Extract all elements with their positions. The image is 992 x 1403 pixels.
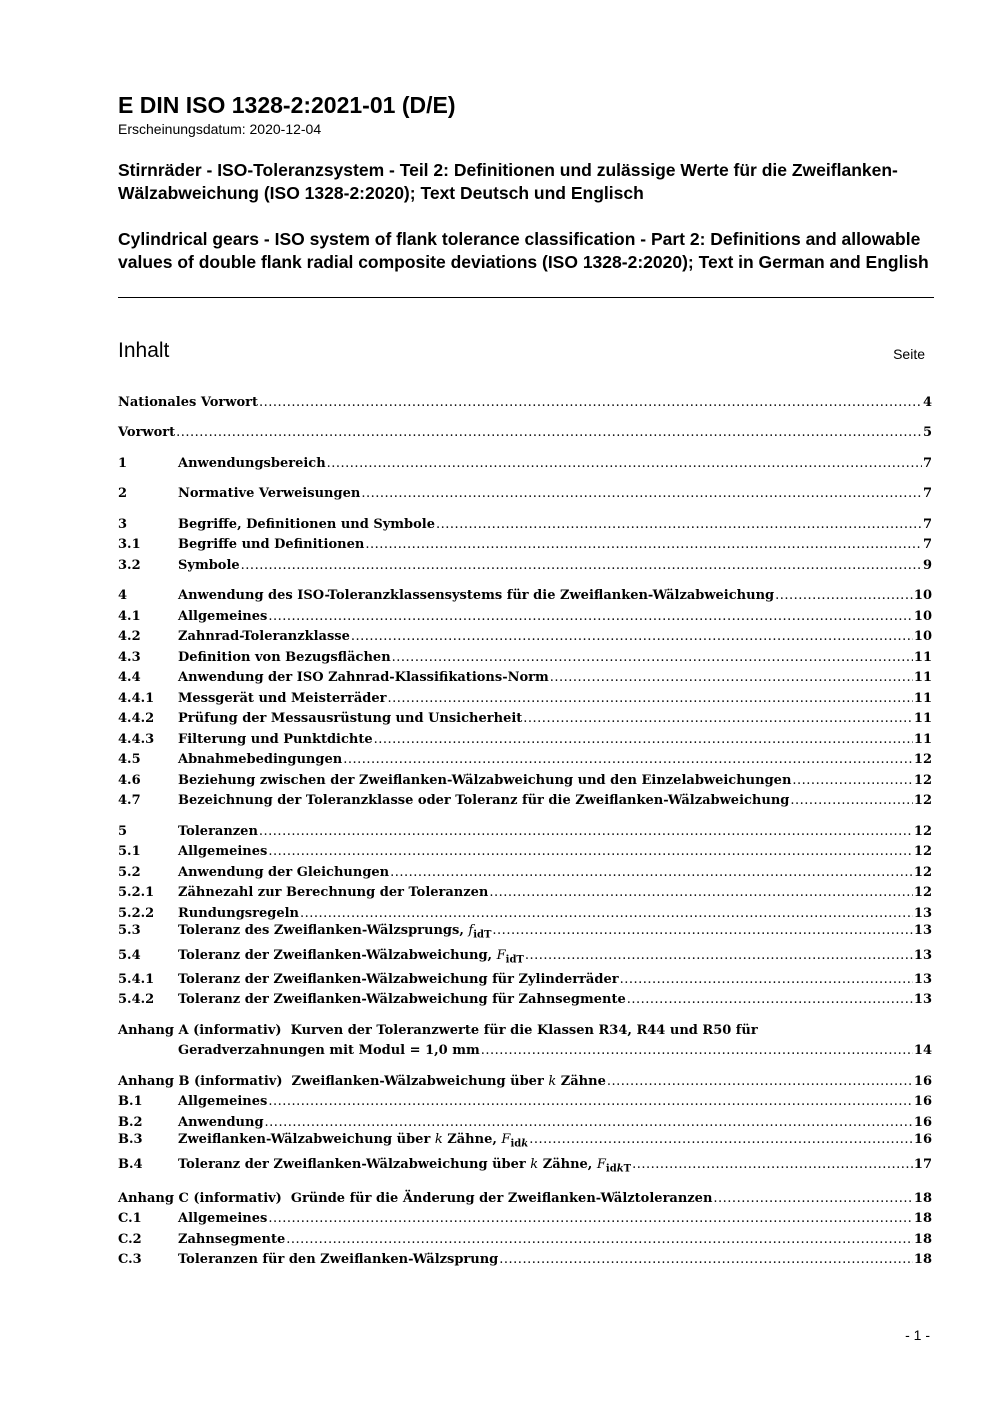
toc-entry-page: 12 bbox=[913, 844, 932, 859]
toc-entry[interactable] bbox=[118, 1092, 932, 1113]
toc-entry-page: 7 bbox=[922, 486, 932, 501]
toc-entry-number: C.2 bbox=[118, 1231, 142, 1247]
toc-entry[interactable] bbox=[118, 969, 932, 990]
toc-leader bbox=[499, 1252, 913, 1267]
toc-entry-page: 18 bbox=[913, 1252, 932, 1267]
toc-entry[interactable] bbox=[118, 1209, 932, 1230]
toc-entry-number: 4.1 bbox=[118, 608, 141, 624]
toc-entry-title: Rundungsregeln bbox=[178, 905, 299, 921]
title-german: Stirnräder - ISO-Toleranzsystem - Teil 2: Definitionen und zulässige Werte für die Zweiflanken-Wälzabweichung (ISO 1328-2:2020); Text Deutsch und Englisch bbox=[118, 160, 898, 203]
toc-entry-page: 18 bbox=[913, 1190, 932, 1206]
toc-entry-title: Prüfung der Messausrüstung und Unsicherheit bbox=[178, 711, 523, 726]
toc-entry-title: Abnahmebedingungen bbox=[178, 752, 343, 767]
toc-leader bbox=[436, 517, 922, 532]
toc-entry[interactable] bbox=[118, 990, 932, 1011]
toc-entry-title: Beziehung zwischen der Zweiflanken-Wälzabweichung und den Einzelabweichungen bbox=[178, 772, 792, 788]
toc-entry-title: Anwendung bbox=[178, 1114, 264, 1130]
toc-leader bbox=[259, 824, 913, 839]
toc-entry[interactable] bbox=[118, 423, 932, 444]
toc-entry-title: Nationales Vorwort bbox=[118, 394, 258, 410]
toc-entry-number: 4.3 bbox=[118, 649, 141, 665]
toc-entry-title: Kurven der Toleranzwerte für die Klassen R34, R44 und R50 für bbox=[290, 1022, 758, 1038]
toc-entry-page: 16 bbox=[913, 1094, 932, 1109]
toc-entry-title: Toleranzen für den Zweiflanken-Wälzsprung bbox=[178, 1252, 499, 1267]
toc-entry-page: 12 bbox=[913, 885, 932, 900]
toc-leader bbox=[388, 691, 913, 706]
toc-entry-page: 7 bbox=[922, 537, 932, 552]
toc-leader bbox=[790, 793, 913, 808]
toc-entry-number: B.1 bbox=[118, 1094, 143, 1109]
toc-entry[interactable] bbox=[118, 924, 932, 945]
toc-entry-continuation[interactable] bbox=[118, 1041, 932, 1062]
toc-entry-title: Toleranz der Zweiflanken-Wälzabweichung für Zahnsegmente bbox=[178, 992, 626, 1007]
toc-entry-page: 4 bbox=[922, 394, 932, 410]
toc-entry[interactable] bbox=[118, 586, 932, 607]
toc-entry-page: 11 bbox=[913, 670, 932, 685]
toc-leader bbox=[632, 1157, 913, 1172]
title-english: Cylindrical gears - ISO system of flank tolerance classification - Part 2: Definitions and allowable values of double flank radial composite deviations (ISO 1328-2:2020); Text in German and English bbox=[118, 229, 929, 272]
toc-entry[interactable] bbox=[118, 1112, 932, 1133]
toc-entry-page: 11 bbox=[913, 690, 932, 706]
toc-entry-number: 4.2 bbox=[118, 629, 141, 644]
toc-entry-page: 7 bbox=[922, 516, 932, 532]
toc-entry-number: 1 bbox=[118, 455, 128, 471]
toc-entry-title: Gründe für die Änderung der Zweiflanken-Wälztoleranzen bbox=[290, 1190, 713, 1206]
toc-leader bbox=[713, 1191, 913, 1206]
toc-entry-number: 4.7 bbox=[118, 793, 141, 808]
toc-entry-number: 5.2.2 bbox=[118, 905, 155, 921]
toc-entry[interactable] bbox=[118, 883, 932, 904]
toc-entry-title: Zahnsegmente bbox=[178, 1231, 286, 1247]
toc-leader bbox=[259, 395, 922, 410]
toc-entry-page: 13 bbox=[913, 971, 932, 987]
toc-entry-title: Toleranz des Zweiflanken-Wälzsprungs, $f_{idT}$ bbox=[178, 923, 492, 941]
publication-date: Erscheinungsdatum: 2020-12-04 bbox=[118, 121, 322, 137]
formula-symbol: k bbox=[530, 1157, 539, 1173]
toc-entry-title: Toleranzen bbox=[178, 823, 258, 839]
toc-leader bbox=[374, 732, 913, 747]
toc-entry[interactable] bbox=[118, 555, 932, 576]
toc-entry-title: Zähnezahl zur Berechnung der Toleranzen bbox=[178, 885, 489, 900]
toc-entry-title: Messgerät und Meisterräder bbox=[178, 690, 387, 706]
toc-entry[interactable] bbox=[118, 484, 932, 505]
toc-leader bbox=[489, 885, 913, 900]
toc-leader bbox=[268, 1211, 913, 1226]
toc-entry-title: Begriffe, Definitionen und Symbole bbox=[178, 516, 436, 532]
toc-entry-title: Toleranz der Zweiflanken-Wälzabweichung, $F_{idT}$ bbox=[178, 948, 524, 966]
toc-leader bbox=[361, 486, 922, 501]
toc-leader bbox=[265, 1115, 913, 1130]
toc-leader bbox=[268, 609, 913, 624]
toc-entry-number: 4.4.1 bbox=[118, 690, 155, 706]
toc-entry-title: Toleranz der Zweiflanken-Wälzabweichung über k Zähne, $F_{idkT}$ bbox=[178, 1157, 632, 1175]
toc-entry-number: 5.2 bbox=[118, 864, 141, 880]
toc-entry[interactable] bbox=[118, 1071, 932, 1092]
toc-entry[interactable] bbox=[118, 770, 932, 791]
toc-entry-title: Zweiflanken-Wälzabweichung über k Zähne bbox=[291, 1073, 606, 1089]
toc-leader bbox=[620, 972, 913, 987]
toc-leader bbox=[351, 629, 913, 644]
formula-symbol: $F_{idk}$ bbox=[501, 1132, 529, 1150]
toc-page-label: Seite bbox=[893, 346, 925, 362]
toc-entry-page: 12 bbox=[913, 752, 932, 767]
toc-entry-title: Toleranz der Zweiflanken-Wälzabweichung für Zylinderräder bbox=[178, 971, 619, 987]
toc-entry-title: Zweiflanken-Wälzabweichung über k Zähne, $F_{idk}$ bbox=[178, 1132, 529, 1150]
toc-entry[interactable] bbox=[118, 627, 932, 648]
toc-entry[interactable] bbox=[118, 750, 932, 771]
toc-entry-number: B.3 bbox=[118, 1132, 143, 1148]
toc-leader bbox=[525, 948, 913, 963]
toc-entry-page: 16 bbox=[913, 1114, 932, 1130]
toc-entry-title: Filterung und Punktdichte bbox=[178, 731, 373, 747]
toc-entry-title: Begriffe und Definitionen bbox=[178, 537, 365, 552]
toc-leader bbox=[286, 1232, 913, 1247]
toc-entry-number: B.4 bbox=[118, 1157, 143, 1173]
toc-entry-number: C.1 bbox=[118, 1211, 142, 1226]
toc-leader bbox=[627, 992, 913, 1007]
toc-entry-title: Vorwort bbox=[118, 425, 176, 440]
toc-leader bbox=[327, 456, 922, 471]
toc-entry-number: 4.4.2 bbox=[118, 711, 155, 726]
toc-entry-page: 12 bbox=[913, 864, 932, 880]
toc-entry-number: 5 bbox=[118, 823, 128, 839]
toc-entry[interactable] bbox=[118, 514, 932, 535]
toc-entry-page: 18 bbox=[913, 1231, 932, 1247]
toc-leader bbox=[550, 670, 913, 685]
toc-entry-page: 11 bbox=[913, 731, 932, 747]
toc-entry-page: 13 bbox=[913, 923, 932, 939]
toc-entry[interactable] bbox=[118, 944, 932, 969]
toc-entry-number: 4 bbox=[118, 588, 128, 603]
title-divider bbox=[118, 297, 934, 298]
toc-entry-page: 7 bbox=[922, 455, 932, 471]
toc-entry-page: 5 bbox=[922, 425, 932, 440]
toc-entry-number: 4.4.3 bbox=[118, 731, 155, 747]
toc-entry-number: 3.2 bbox=[118, 557, 141, 573]
toc-leader bbox=[492, 923, 912, 938]
toc-leader bbox=[241, 558, 922, 573]
toc-entry-number: B.2 bbox=[118, 1114, 143, 1130]
toc-entry-page: 18 bbox=[913, 1211, 932, 1226]
toc-entry[interactable] bbox=[118, 688, 932, 709]
formula-symbol: $F_{idkT}$ bbox=[596, 1157, 632, 1175]
toc-entry[interactable] bbox=[118, 862, 932, 883]
formula-symbol: $F_{idT}$ bbox=[496, 948, 524, 966]
toc-entry[interactable] bbox=[118, 903, 932, 924]
toc-leader bbox=[792, 773, 913, 788]
toc-entry-number: 5.4 bbox=[118, 948, 141, 964]
document-id: E DIN ISO 1328-2:2021-01 (D/E) bbox=[118, 92, 456, 118]
toc-leader bbox=[365, 537, 922, 552]
toc-leader bbox=[607, 1074, 913, 1089]
toc-leader bbox=[481, 1043, 913, 1058]
toc-entry[interactable] bbox=[118, 535, 932, 556]
toc-leader bbox=[529, 1132, 913, 1147]
toc-entry-page: 12 bbox=[913, 793, 932, 808]
toc-entry-page: 11 bbox=[913, 711, 932, 726]
toc-entry[interactable] bbox=[118, 821, 932, 842]
toc-entry-title: Allgemeines bbox=[178, 844, 268, 859]
toc-annex-label: Anhang C (informativ) bbox=[118, 1190, 282, 1206]
toc-entry[interactable] bbox=[118, 729, 932, 750]
toc-entry-page: 13 bbox=[913, 905, 932, 921]
toc-entry[interactable] bbox=[118, 668, 932, 689]
toc-entry[interactable] bbox=[118, 453, 932, 474]
toc-entry-page: 14 bbox=[913, 1043, 932, 1058]
toc-entry-page: 10 bbox=[913, 588, 932, 603]
toc-entry-page: 12 bbox=[913, 823, 932, 839]
toc-entry[interactable] bbox=[118, 1250, 932, 1271]
toc-entry-number: 4.6 bbox=[118, 772, 141, 788]
toc-entry-title: Allgemeines bbox=[178, 1211, 268, 1226]
toc-entry-title: Anwendung der Gleichungen bbox=[178, 864, 390, 880]
toc-entry-page: 10 bbox=[913, 629, 932, 644]
toc-entry-number: 3 bbox=[118, 516, 128, 532]
toc-entry-title: Anwendung der ISO Zahnrad-Klassifikations-Norm bbox=[178, 670, 549, 685]
toc-entry-page: 11 bbox=[913, 649, 932, 665]
page-number: - 1 - bbox=[905, 1327, 930, 1343]
toc-heading: Inhalt bbox=[118, 339, 170, 362]
toc-entry-number: 3.1 bbox=[118, 537, 141, 552]
toc-entry[interactable] bbox=[118, 606, 932, 627]
toc-leader bbox=[523, 711, 913, 726]
toc-entry-number: C.3 bbox=[118, 1252, 142, 1267]
toc-entry-page: 17 bbox=[913, 1157, 932, 1173]
toc-entry-title: Allgemeines bbox=[178, 608, 268, 624]
toc-leader bbox=[268, 1094, 913, 1109]
formula-symbol: k bbox=[434, 1132, 443, 1148]
toc-entry-page: 16 bbox=[913, 1132, 932, 1148]
formula-symbol: k bbox=[548, 1073, 557, 1089]
toc-annex-label: Anhang A (informativ) bbox=[118, 1022, 282, 1038]
toc-entry-page: 12 bbox=[913, 772, 932, 788]
toc-entry-page: 13 bbox=[913, 948, 932, 964]
toc-entry-number: 4.5 bbox=[118, 752, 141, 767]
toc-entry-page: 16 bbox=[913, 1073, 932, 1089]
toc-entry-title: Allgemeines bbox=[178, 1094, 268, 1109]
toc-entry-page: 13 bbox=[913, 992, 932, 1007]
toc-entry-page: 9 bbox=[922, 557, 932, 573]
toc-entry[interactable] bbox=[118, 709, 932, 730]
toc-entry-number: 5.4.1 bbox=[118, 971, 155, 987]
toc-entry-title: Bezeichnung der Toleranzklasse oder Toleranz für die Zweiflanken-Wälzabweichung bbox=[178, 793, 790, 808]
toc-entry[interactable] bbox=[118, 1153, 932, 1178]
toc-leader bbox=[775, 588, 913, 603]
toc-entry[interactable] bbox=[118, 842, 932, 863]
toc-entry-number: 5.1 bbox=[118, 844, 141, 859]
toc-entry-number: 5.4.2 bbox=[118, 992, 155, 1007]
toc-entry-title: Zahnrad-Toleranzklasse bbox=[178, 629, 350, 644]
toc-entry-page: 10 bbox=[913, 608, 932, 624]
table-of-contents bbox=[118, 392, 932, 1270]
toc-entry-number: 4.4 bbox=[118, 670, 141, 685]
toc-leader bbox=[343, 752, 913, 767]
toc-entry[interactable] bbox=[118, 1229, 932, 1250]
toc-entry[interactable] bbox=[118, 1133, 932, 1154]
toc-entry[interactable] bbox=[118, 1188, 932, 1209]
toc-leader bbox=[176, 425, 922, 440]
toc-entry[interactable] bbox=[118, 791, 932, 812]
toc-leader bbox=[392, 650, 913, 665]
toc-leader bbox=[300, 906, 913, 921]
toc-entry-title: Anwendungsbereich bbox=[178, 455, 326, 471]
toc-entry-title: Geradverzahnungen mit Modul = 1,0 mm bbox=[178, 1043, 480, 1058]
toc-annex-label: Anhang B (informativ) bbox=[118, 1073, 283, 1089]
toc-entry-number: 2 bbox=[118, 486, 128, 501]
toc-entry-number: 5.3 bbox=[118, 923, 141, 939]
toc-entry[interactable] bbox=[118, 647, 932, 668]
toc-entry[interactable] bbox=[118, 392, 932, 413]
toc-entry-title: Anwendung des ISO-Toleranzklassensystems für die Zweiflanken-Wälzabweichung bbox=[178, 588, 775, 603]
toc-entry-title: Symbole bbox=[178, 557, 240, 573]
toc-entry-title: Normative Verweisungen bbox=[178, 486, 361, 501]
formula-symbol: $f_{idT}$ bbox=[468, 923, 492, 941]
toc-entry-title: Definition von Bezugsflächen bbox=[178, 649, 391, 665]
toc-entry-number: 5.2.1 bbox=[118, 885, 155, 900]
toc-leader bbox=[390, 865, 913, 880]
toc-leader bbox=[268, 844, 913, 859]
toc-entry[interactable] bbox=[118, 1020, 932, 1041]
